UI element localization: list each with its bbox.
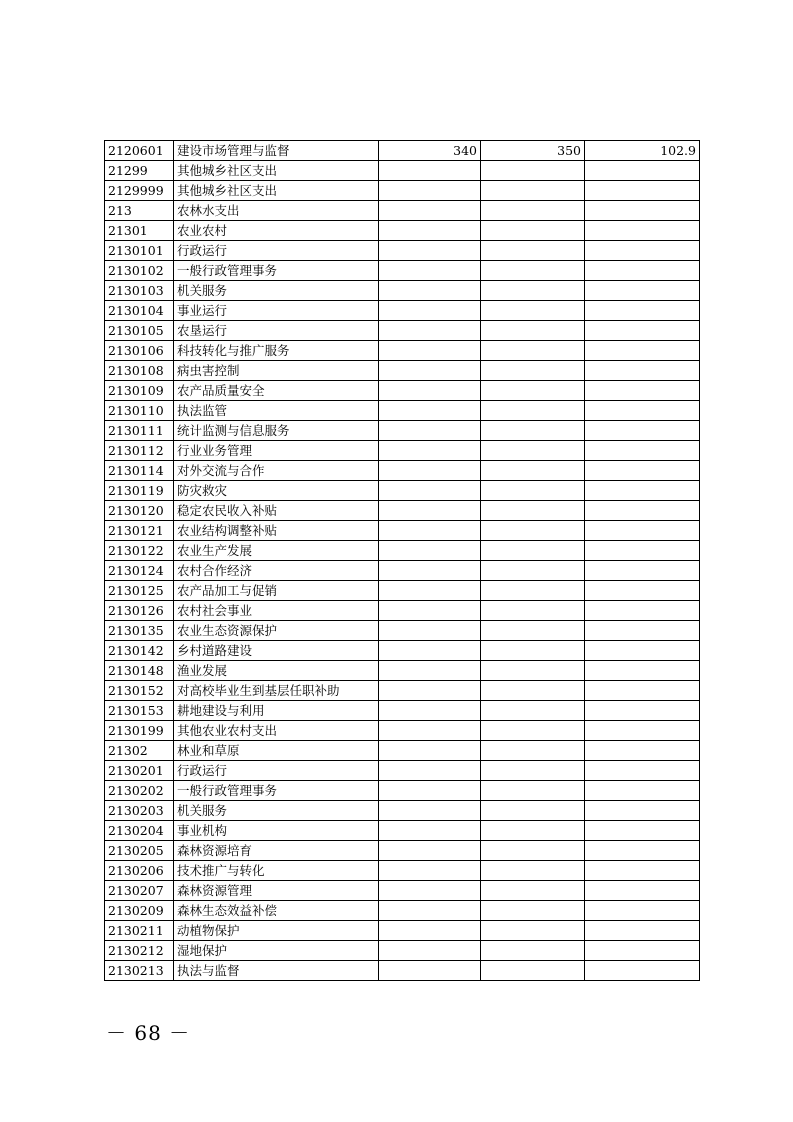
row-name-cell: 执法监管 [174, 401, 379, 421]
row-name-cell: 动植物保护 [174, 921, 379, 941]
row-name-cell: 农产品加工与促销 [174, 581, 379, 601]
row-code-cell: 2130119 [105, 481, 174, 501]
row-value-3-cell [585, 421, 700, 441]
row-value-3-cell [585, 321, 700, 341]
table-row [105, 401, 700, 421]
row-value-1-cell [379, 821, 481, 841]
row-value-1-cell [379, 601, 481, 621]
row-name-cell: 稳定农民收入补贴 [174, 501, 379, 521]
row-value-2-cell [481, 201, 585, 221]
row-value-2-cell [481, 721, 585, 741]
row-code-cell: 2130114 [105, 461, 174, 481]
row-value-3-cell [585, 161, 700, 181]
row-value-1-cell [379, 201, 481, 221]
row-code-cell: 2120601 [105, 141, 174, 161]
table-row [105, 881, 700, 901]
budget-table [104, 140, 700, 981]
table-row [105, 681, 700, 701]
table-row [105, 141, 700, 161]
row-code-cell: 2130135 [105, 621, 174, 641]
table-row [105, 721, 700, 741]
row-value-2-cell [481, 521, 585, 541]
table-row [105, 761, 700, 781]
row-value-2-cell [481, 901, 585, 921]
row-value-1-cell [379, 441, 481, 461]
table-row [105, 921, 700, 941]
row-value-1-cell [379, 181, 481, 201]
row-name-cell: 机关服务 [174, 801, 379, 821]
row-name-cell: 事业运行 [174, 301, 379, 321]
row-code-cell: 2130126 [105, 601, 174, 621]
table-row [105, 861, 700, 881]
row-value-3-cell [585, 801, 700, 821]
row-name-cell: 农产品质量安全 [174, 381, 379, 401]
row-code-cell: 2130205 [105, 841, 174, 861]
row-value-1-cell [379, 301, 481, 321]
table-row [105, 541, 700, 561]
row-code-cell: 2130153 [105, 701, 174, 721]
row-value-2-cell [481, 301, 585, 321]
row-value-3-cell [585, 901, 700, 921]
row-code-cell: 2130124 [105, 561, 174, 581]
row-code-cell: 2130120 [105, 501, 174, 521]
row-name-cell: 机关服务 [174, 281, 379, 301]
row-value-2-cell [481, 781, 585, 801]
row-code-cell: 2130122 [105, 541, 174, 561]
row-name-cell: 科技转化与推广服务 [174, 341, 379, 361]
row-value-3-cell [585, 281, 700, 301]
row-value-2-cell [481, 421, 585, 441]
row-code-cell: 2130104 [105, 301, 174, 321]
row-code-cell: 2130103 [105, 281, 174, 301]
row-value-2-cell [481, 341, 585, 361]
row-value-1-cell [379, 761, 481, 781]
row-value-1-cell [379, 261, 481, 281]
table-row [105, 901, 700, 921]
row-code-cell: 21301 [105, 221, 174, 241]
row-value-1-cell [379, 621, 481, 641]
row-value-1-cell [379, 961, 481, 981]
row-value-2-cell [481, 261, 585, 281]
row-value-2-cell [481, 801, 585, 821]
table-row [105, 281, 700, 301]
table-row [105, 441, 700, 461]
row-name-cell: 农村社会事业 [174, 601, 379, 621]
row-value-3-cell [585, 521, 700, 541]
row-value-2-cell: 350 [481, 141, 585, 161]
row-value-2-cell [481, 401, 585, 421]
row-value-3-cell [585, 881, 700, 901]
row-name-cell: 林业和草原 [174, 741, 379, 761]
row-code-cell: 2130108 [105, 361, 174, 381]
row-name-cell: 农业生产发展 [174, 541, 379, 561]
row-value-2-cell [481, 161, 585, 181]
row-code-cell: 2130211 [105, 921, 174, 941]
row-value-3-cell [585, 821, 700, 841]
row-value-2-cell [481, 601, 585, 621]
row-value-3-cell [585, 241, 700, 261]
row-name-cell: 行政运行 [174, 241, 379, 261]
row-value-1-cell [379, 801, 481, 821]
row-value-1-cell [379, 781, 481, 801]
table-row [105, 581, 700, 601]
row-value-2-cell [481, 561, 585, 581]
row-value-1-cell [379, 221, 481, 241]
row-value-3-cell [585, 361, 700, 381]
row-value-1-cell [379, 161, 481, 181]
table-row [105, 621, 700, 641]
row-value-2-cell [481, 821, 585, 841]
row-code-cell: 2130199 [105, 721, 174, 741]
row-code-cell: 2130105 [105, 321, 174, 341]
row-value-3-cell [585, 921, 700, 941]
row-value-3-cell [585, 841, 700, 861]
table-row [105, 941, 700, 961]
table-row [105, 321, 700, 341]
row-value-3-cell [585, 221, 700, 241]
row-value-3-cell [585, 481, 700, 501]
row-code-cell: 2130213 [105, 961, 174, 981]
row-value-1-cell [379, 841, 481, 861]
row-value-2-cell [481, 241, 585, 261]
row-value-3-cell [585, 641, 700, 661]
table-row [105, 561, 700, 581]
row-value-3-cell [585, 341, 700, 361]
row-name-cell: 森林资源管理 [174, 881, 379, 901]
row-code-cell: 2130212 [105, 941, 174, 961]
row-value-1-cell [379, 901, 481, 921]
row-code-cell: 21302 [105, 741, 174, 761]
row-value-3-cell [585, 601, 700, 621]
table-row [105, 181, 700, 201]
row-value-3-cell [585, 541, 700, 561]
row-value-3-cell [585, 721, 700, 741]
table-row [105, 261, 700, 281]
row-value-3-cell [585, 501, 700, 521]
row-value-2-cell [481, 501, 585, 521]
table-row [105, 801, 700, 821]
table-row [105, 781, 700, 801]
row-name-cell: 耕地建设与利用 [174, 701, 379, 721]
row-name-cell: 建设市场管理与监督 [174, 141, 379, 161]
row-name-cell: 防灾救灾 [174, 481, 379, 501]
row-value-1-cell [379, 701, 481, 721]
row-value-2-cell [481, 941, 585, 961]
row-value-3-cell [585, 381, 700, 401]
row-value-3-cell [585, 621, 700, 641]
row-value-2-cell [481, 961, 585, 981]
row-value-3-cell [585, 941, 700, 961]
row-value-2-cell [481, 361, 585, 381]
row-value-1-cell [379, 941, 481, 961]
row-name-cell: 其他城乡社区支出 [174, 181, 379, 201]
row-code-cell: 2130203 [105, 801, 174, 821]
row-value-2-cell [481, 381, 585, 401]
row-value-3-cell [585, 441, 700, 461]
row-value-2-cell [481, 841, 585, 861]
row-value-1-cell [379, 721, 481, 741]
row-value-3-cell [585, 181, 700, 201]
row-name-cell: 农业结构调整补贴 [174, 521, 379, 541]
row-code-cell: 2130109 [105, 381, 174, 401]
row-name-cell: 一般行政管理事务 [174, 261, 379, 281]
row-value-3-cell [585, 861, 700, 881]
table-row [105, 421, 700, 441]
row-value-2-cell [481, 541, 585, 561]
row-value-3-cell [585, 301, 700, 321]
table-row [105, 381, 700, 401]
row-value-2-cell [481, 481, 585, 501]
table-row [105, 641, 700, 661]
row-value-1-cell [379, 581, 481, 601]
row-value-1-cell [379, 381, 481, 401]
row-value-3-cell [585, 201, 700, 221]
row-value-2-cell [481, 701, 585, 721]
row-name-cell: 统计监测与信息服务 [174, 421, 379, 441]
row-value-3-cell [585, 561, 700, 581]
row-value-2-cell [481, 641, 585, 661]
row-code-cell: 2130152 [105, 681, 174, 701]
row-code-cell: 21299 [105, 161, 174, 181]
row-code-cell: 2130204 [105, 821, 174, 841]
row-name-cell: 农业农村 [174, 221, 379, 241]
row-value-2-cell [481, 441, 585, 461]
row-value-3-cell [585, 461, 700, 481]
row-value-2-cell [481, 681, 585, 701]
row-value-1-cell [379, 521, 481, 541]
row-value-1-cell [379, 321, 481, 341]
row-value-2-cell [481, 741, 585, 761]
row-value-2-cell [481, 221, 585, 241]
row-code-cell: 2130206 [105, 861, 174, 881]
table-row [105, 961, 700, 981]
row-value-1-cell: 340 [379, 141, 481, 161]
row-code-cell: 2130125 [105, 581, 174, 601]
row-value-2-cell [481, 761, 585, 781]
row-name-cell: 农林水支出 [174, 201, 379, 221]
row-name-cell: 执法与监督 [174, 961, 379, 981]
row-value-2-cell [481, 181, 585, 201]
row-value-3-cell [585, 701, 700, 721]
row-name-cell: 行业业务管理 [174, 441, 379, 461]
row-name-cell: 病虫害控制 [174, 361, 379, 381]
table-row [105, 701, 700, 721]
table-row [105, 241, 700, 261]
row-code-cell: 2130101 [105, 241, 174, 261]
row-value-1-cell [379, 341, 481, 361]
row-name-cell: 农村合作经济 [174, 561, 379, 581]
row-value-1-cell [379, 421, 481, 441]
row-name-cell: 森林资源培育 [174, 841, 379, 861]
table-row [105, 501, 700, 521]
row-code-cell: 2130102 [105, 261, 174, 281]
row-name-cell: 森林生态效益补偿 [174, 901, 379, 921]
row-name-cell: 行政运行 [174, 761, 379, 781]
row-code-cell: 2130202 [105, 781, 174, 801]
page-number: － 68 － [106, 1021, 191, 1045]
table-row [105, 821, 700, 841]
row-value-1-cell [379, 461, 481, 481]
row-value-2-cell [481, 881, 585, 901]
row-code-cell: 2130207 [105, 881, 174, 901]
table-row [105, 841, 700, 861]
row-value-2-cell [481, 581, 585, 601]
row-code-cell: 2129999 [105, 181, 174, 201]
table-row [105, 481, 700, 501]
table-row [105, 461, 700, 481]
row-value-1-cell [379, 661, 481, 681]
row-value-1-cell [379, 641, 481, 661]
row-value-2-cell [481, 621, 585, 641]
row-code-cell: 2130112 [105, 441, 174, 461]
row-value-1-cell [379, 561, 481, 581]
row-name-cell: 湿地保护 [174, 941, 379, 961]
row-value-3-cell [585, 781, 700, 801]
row-value-1-cell [379, 501, 481, 521]
row-name-cell: 事业机构 [174, 821, 379, 841]
table-row [105, 361, 700, 381]
row-value-1-cell [379, 361, 481, 381]
row-code-cell: 2130111 [105, 421, 174, 441]
table-row [105, 741, 700, 761]
row-value-2-cell [481, 281, 585, 301]
table-row [105, 221, 700, 241]
row-value-3-cell [585, 761, 700, 781]
row-name-cell: 一般行政管理事务 [174, 781, 379, 801]
table-row [105, 341, 700, 361]
table-row [105, 201, 700, 221]
row-code-cell: 2130110 [105, 401, 174, 421]
row-code-cell: 213 [105, 201, 174, 221]
row-name-cell: 对高校毕业生到基层任职补助 [174, 681, 379, 701]
row-value-2-cell [481, 321, 585, 341]
row-value-2-cell [481, 661, 585, 681]
row-value-3-cell [585, 681, 700, 701]
row-value-1-cell [379, 481, 481, 501]
row-code-cell: 2130142 [105, 641, 174, 661]
table-row [105, 661, 700, 681]
row-name-cell: 对外交流与合作 [174, 461, 379, 481]
table-row [105, 601, 700, 621]
table-row [105, 161, 700, 181]
row-name-cell: 农垦运行 [174, 321, 379, 341]
table-row [105, 301, 700, 321]
row-value-3-cell [585, 741, 700, 761]
row-value-3-cell [585, 661, 700, 681]
row-name-cell: 其他城乡社区支出 [174, 161, 379, 181]
row-name-cell: 农业生态资源保护 [174, 621, 379, 641]
row-value-1-cell [379, 861, 481, 881]
row-code-cell: 2130121 [105, 521, 174, 541]
row-value-1-cell [379, 281, 481, 301]
row-value-3-cell [585, 961, 700, 981]
row-code-cell: 2130201 [105, 761, 174, 781]
row-value-1-cell [379, 241, 481, 261]
row-value-2-cell [481, 861, 585, 881]
row-value-2-cell [481, 921, 585, 941]
row-value-3-cell [585, 581, 700, 601]
row-value-1-cell [379, 681, 481, 701]
row-code-cell: 2130209 [105, 901, 174, 921]
budget-table-body [105, 141, 700, 981]
row-code-cell: 2130148 [105, 661, 174, 681]
row-name-cell: 乡村道路建设 [174, 641, 379, 661]
row-value-1-cell [379, 921, 481, 941]
row-value-3-cell [585, 261, 700, 281]
row-value-3-cell: 102.9 [585, 141, 700, 161]
row-code-cell: 2130106 [105, 341, 174, 361]
row-name-cell: 其他农业农村支出 [174, 721, 379, 741]
row-value-1-cell [379, 541, 481, 561]
row-name-cell: 技术推广与转化 [174, 861, 379, 881]
row-value-1-cell [379, 401, 481, 421]
row-value-1-cell [379, 741, 481, 761]
row-value-3-cell [585, 401, 700, 421]
row-value-1-cell [379, 881, 481, 901]
row-name-cell: 渔业发展 [174, 661, 379, 681]
table-row [105, 521, 700, 541]
row-value-2-cell [481, 461, 585, 481]
